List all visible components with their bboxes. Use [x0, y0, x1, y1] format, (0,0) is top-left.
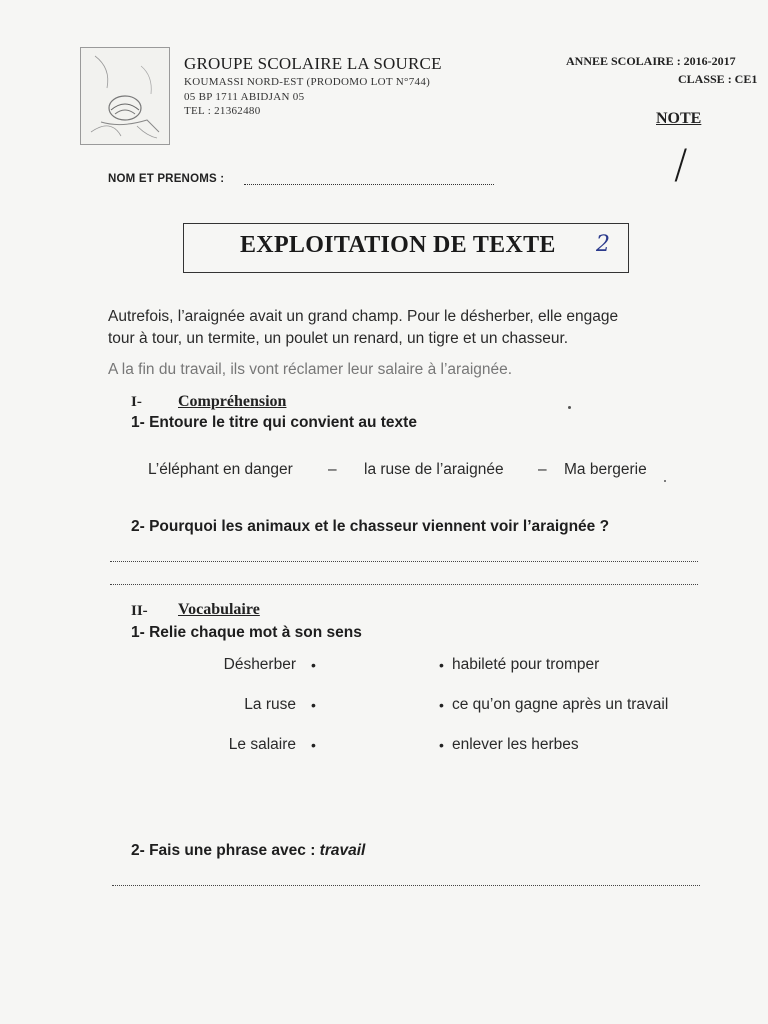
school-name: GROUPE SCOLAIRE LA SOURCE [184, 54, 442, 73]
logo-drawing-icon [81, 48, 169, 144]
note-grade-mark: / [674, 142, 688, 188]
match-dot-left[interactable]: • [311, 737, 316, 753]
match-meaning-herbes: enlever les herbes [452, 736, 579, 753]
match-dot-right[interactable]: • [439, 657, 444, 673]
answer-line-2[interactable] [110, 584, 698, 585]
match-word-ruse: La ruse [244, 696, 296, 713]
question-2-2-word: travail [319, 842, 366, 859]
student-name-field[interactable] [244, 184, 494, 185]
page-title: EXPLOITATION DE TEXTE [240, 232, 556, 258]
passage-line-2: tour à tour, un termite, un poulet un renard, un tigre et un chasseur. [108, 330, 569, 347]
choice-separator: – [328, 461, 337, 478]
match-dot-right[interactable]: • [439, 737, 444, 753]
match-dot-left[interactable]: • [311, 657, 316, 673]
section-2-number: II- [131, 603, 148, 619]
match-word-desherber: Désherber [223, 656, 296, 673]
sentence-answer-line[interactable] [112, 885, 700, 886]
passage-line-3: A la fin du travail, ils vont réclamer leur salaire à l’araignée. [108, 361, 513, 378]
question-1-2: 2- Pourquoi les animaux et le chasseur viennent voir l’araignée ? [131, 518, 610, 535]
question-2-1: 1- Relie chaque mot à son sens [131, 624, 362, 641]
choice-ruse[interactable]: la ruse de l’araignée [364, 461, 504, 478]
choice-separator: – [538, 461, 547, 478]
section-1-number: I- [131, 394, 142, 410]
scan-speck [568, 406, 571, 409]
school-po-box: 05 BP 1711 ABIDJAN 05 [184, 91, 305, 103]
match-dot-left[interactable]: • [311, 697, 316, 713]
question-1-1: 1- Entoure le titre qui convient au texte [131, 414, 417, 431]
title-number: 2 [596, 232, 610, 257]
school-address: KOUMASSI NORD-EST (PRODOMO LOT N°744) [184, 76, 431, 88]
note-label: NOTE [656, 110, 702, 127]
match-meaning-salaire: ce qu’on gagne après un travail [452, 696, 669, 713]
student-name-label: NOM ET PRENOMS : [108, 173, 225, 185]
scan-speck [664, 480, 666, 482]
match-word-salaire: Le salaire [228, 736, 296, 753]
school-tel: TEL : 21362480 [184, 105, 261, 117]
match-meaning-habilete: habileté pour tromper [452, 656, 600, 673]
choice-bergerie[interactable]: Ma bergerie [564, 461, 647, 478]
class-label: CLASSE : CE1 [678, 72, 758, 86]
section-2-title: Vocabulaire [178, 601, 260, 618]
question-2-2 [131, 842, 365, 860]
question-2-2-prefix: 2- Fais une phrase avec : [131, 842, 320, 859]
match-dot-right[interactable]: • [439, 697, 444, 713]
passage-line-1: Autrefois, l’araignée avait un grand champ. Pour le désherber, elle engage [108, 308, 619, 325]
choice-elephant[interactable]: L’éléphant en danger [148, 461, 293, 478]
section-1-title: Compréhension [178, 393, 287, 410]
answer-line-1[interactable] [110, 561, 698, 562]
school-logo [80, 47, 170, 145]
school-year: ANNEE SCOLAIRE : 2016-2017 [566, 54, 736, 68]
